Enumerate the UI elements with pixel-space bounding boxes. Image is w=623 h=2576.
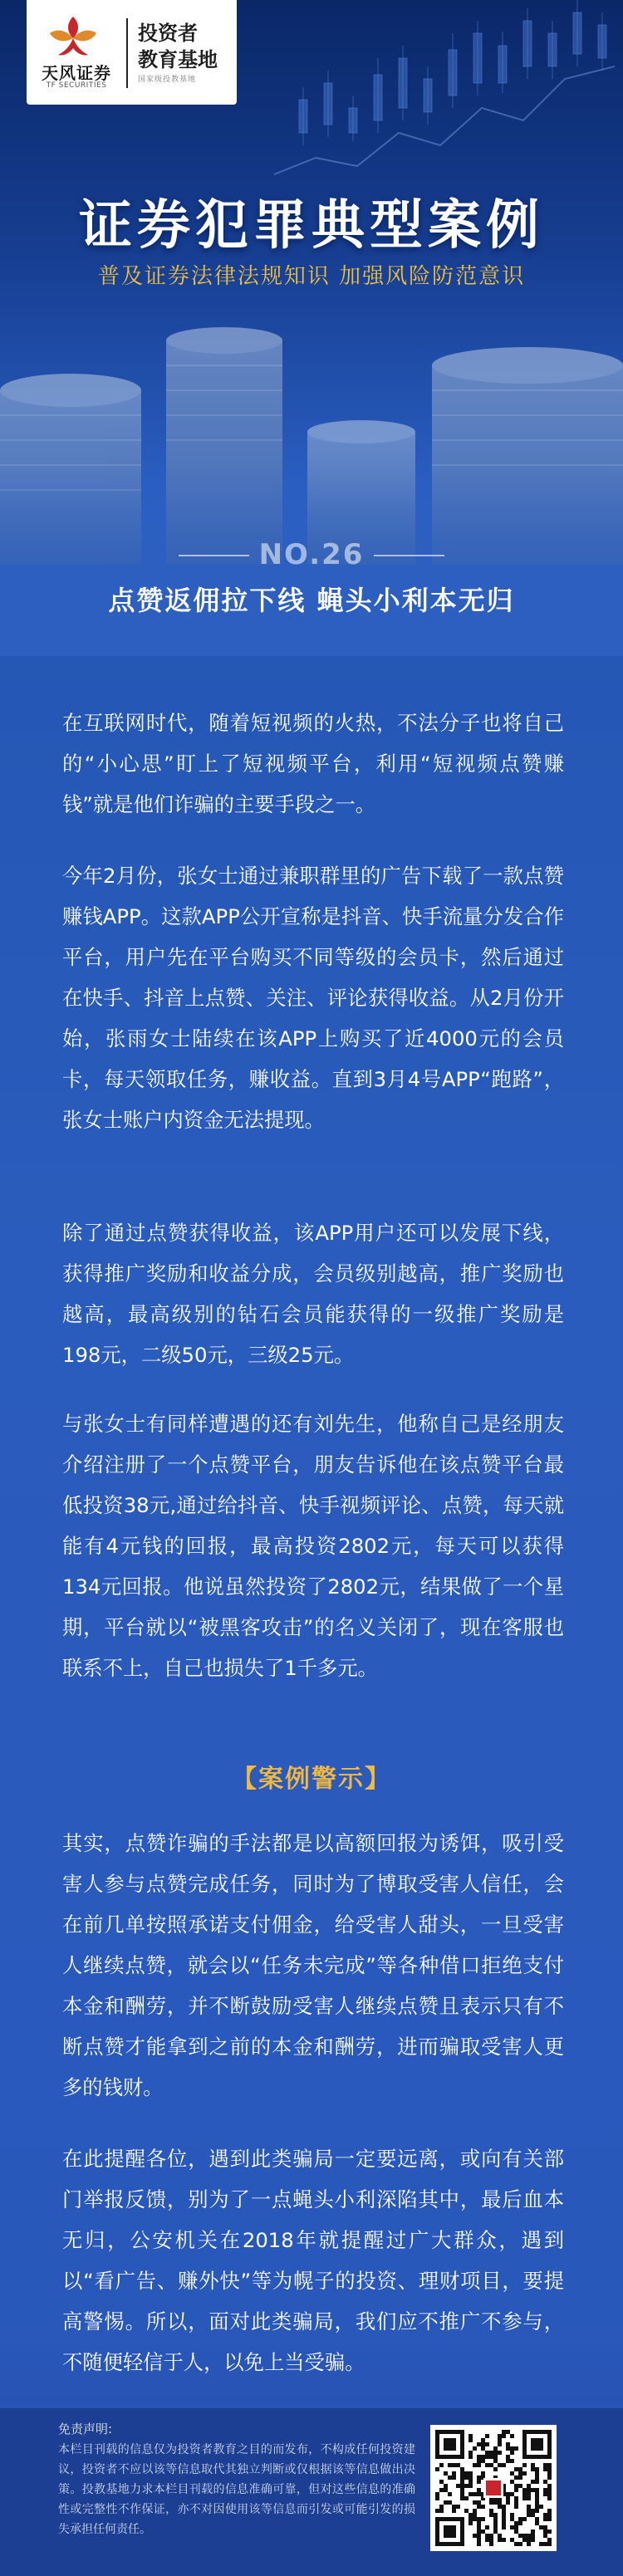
- qr-code[interactable]: [430, 2425, 557, 2551]
- page-title: 证券犯罪典型案例: [79, 195, 544, 257]
- disclaimer-footer: [0, 2408, 623, 2576]
- case-number-right-line: [374, 555, 444, 556]
- logo-divider: [126, 18, 128, 88]
- case-title: 点赞返佣拉下线 蝇头小利本无归: [108, 585, 515, 616]
- hero-banner: [0, 0, 623, 656]
- brand-logo: [27, 0, 237, 105]
- paragraph-case-liu: 与张女士有同样遭遇的还有刘先生，他称自己是经朋友介绍注册了一个点赞平台，朋友告诉他在该点赞平台最低投资38元,通过给抖音、快手视频评论、点赞，每天就能有4元钱的回报，最高投资2802元，每天可以获得134元回报。他说虽然投资了2802元，结果做了一个星期，平台就以“被黑客攻击”的名义关闭了，现在客服也联系不上，自己也损失了1千多元。: [62, 1412, 564, 1680]
- logo-english-name: TF SECURITIES: [46, 81, 107, 90]
- case-number: [0, 538, 623, 571]
- paragraph-reminder: 在此提醒各位，遇到此类骗局一定要远离，或向有关部门举报反馈，别为了一点蝇头小利深陷其中，最后血本无归，公安机关在2018年就提醒过广大群众，遇到以“看广告、赚外快”等为幌子的投资、理财项目，要提高警惕。所以，面对此类骗局，我们应不推广不参与，不随便轻信于人，以免上当受骗。: [62, 2147, 564, 2374]
- paragraph-case-zhang: 今年2月份，张女士通过兼职群里的广告下载了一款点赞赚钱APP。这款APP公开宣称是抖音、快手流量分发合作平台，用户先在平台购买不同等级的会员卡，然后通过在快手、抖音上点赞、关注、评论获得收益。从2月份开始，张雨女士陆续在该APP上购买了近4000元的会员卡，每天领取任务，赚收益。直到3月4号APP“跑路”，张女士账户内资金无法提现。: [62, 864, 564, 1132]
- qr-code-icon: [435, 2430, 552, 2546]
- disclaimer-text: 本栏目刊载的信息仅为投资者教育之目的而发布，不构成任何投资建议，投资者不应以该等信息取代其独立判断或仅根据该等信息做出决策。投教基地力求本栏目刊载的信息准确可靠，但对这些信息的准确性或完整性不作保证，亦不对因使用该等信息而引发或可能引发的损失承担任何责任。: [58, 2443, 415, 2536]
- page-subtitle: 普及证券法律法规知识 加强风险防范意识: [97, 264, 526, 289]
- edu-base-line1: 投资者: [138, 22, 198, 45]
- paragraph-warning: 其实，点赞诈骗的手法都是以高额回报为诱饵，吸引受害人参与点赞完成任务，同时为了博取受害人信任，会在前几单按照承诺支付佣金，给受害人甜头，一旦受害人继续点赞，就会以“任务未完成”等各种借口拒绝支付本金和酬劳，并不断鼓励受害人继续点赞且表示只有不断点赞才能拿到之前的本金和酬劳，进而骗取受害人更多的钱财。: [62, 1831, 564, 2099]
- warning-heading: 【案例警示】: [232, 1765, 391, 1794]
- disclaimer-title: 免责声明:: [58, 2422, 113, 2436]
- paragraph-referral: 除了通过点赞获得收益，该APP用户还可以发展下线，获得推广奖励和收益分成，会员级别越高，推广奖励也越高，最高级别的钻石会员能获得的一级推广奖励是198元，二级50元，三级25元。: [62, 1221, 564, 1367]
- tf-securities-logo-icon: [43, 12, 103, 63]
- case-number-label: NO.26: [258, 538, 365, 571]
- paragraph-intro: 在互联网时代，随着短视频的火热，不法分子也将自己的“小心思”盯上了短视频平台，利用“短视频点赞赚钱”就是他们诈骗的主要手段之一。: [62, 711, 564, 816]
- logo-chinese-name: 天风证券: [42, 63, 111, 83]
- edu-base-subtitle: 国家级投教基地: [138, 76, 197, 84]
- edu-base-line2: 教育基地: [138, 48, 218, 71]
